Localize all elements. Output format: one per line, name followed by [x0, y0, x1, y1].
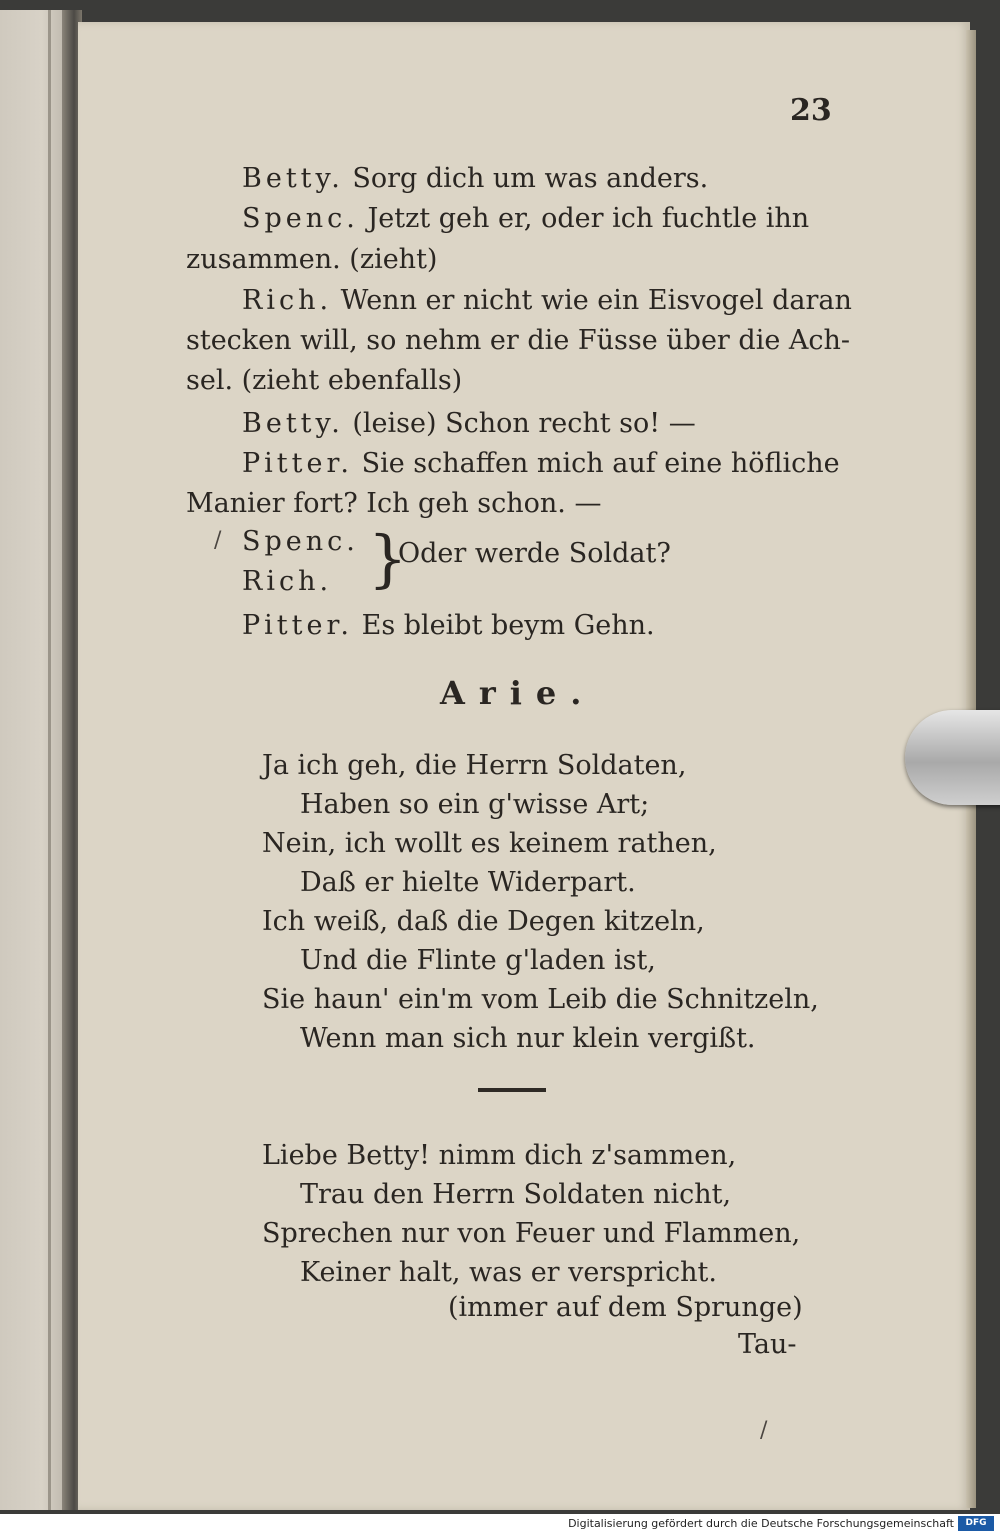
dialogue-text: Es bleibt beym Gehn. [361, 610, 655, 641]
dialogue-continuation: stecken will, so nehm er die Füsse über die Ach- [186, 325, 851, 356]
joint-speech: Oder werde Soldat? [398, 538, 671, 569]
dialogue-text: Sorg dich um was anders. [352, 163, 709, 194]
page-number: 23 [790, 93, 832, 128]
verse-line: Und die Flinte g'laden ist, [300, 945, 656, 976]
speaker-name: Betty. [242, 408, 344, 439]
speaker-name: Betty. [242, 163, 344, 194]
dialogue-line [242, 410, 696, 437]
catchword: Tau- [738, 1329, 797, 1360]
verse-line: Sie haun' ein'm vom Leib die Schnitzeln, [262, 984, 819, 1015]
section-separator [478, 1088, 546, 1092]
dialogue-line [242, 450, 840, 477]
speaker-name: Pitter. [242, 448, 354, 479]
funding-notice: Digitalisierung gefördert durch die Deutsche Forschungsgemeinschaft [568, 1517, 954, 1530]
pencil-mark: / [760, 1418, 768, 1443]
dialogue-continuation: zusammen. (zieht) [186, 244, 438, 275]
dialogue-line [242, 205, 809, 232]
speaker-name: Pitter. [242, 610, 354, 641]
digitization-footer [0, 1514, 1000, 1534]
dialogue-text: (leise) Schon recht so! — [352, 408, 696, 439]
verse-line: Nein, ich wollt es keinem rathen, [262, 828, 717, 859]
dialogue-line [242, 287, 852, 314]
dialogue-continuation: sel. (zieht ebenfalls) [186, 365, 463, 396]
dialogue-continuation: Manier fort? Ich geh schon. — [186, 488, 602, 519]
verse-line: Ja ich geh, die Herrn Soldaten, [262, 750, 687, 781]
dfg-logo: DFG [958, 1516, 994, 1531]
dialogue-text: Jetzt geh er, oder ich fuchtle ihn [367, 203, 810, 234]
verse-line: Sprechen nur von Feuer und Flammen, [262, 1218, 801, 1249]
dialogue-line [242, 165, 708, 192]
page-holder-clip [905, 710, 1000, 805]
verse-line: Wenn man sich nur klein vergißt. [300, 1023, 756, 1054]
dialogue-text: Wenn er nicht wie ein Eisvogel daran [340, 285, 852, 316]
previous-page-line [48, 10, 51, 1510]
joint-brace: } [368, 522, 408, 595]
speaker-name: Spenc. [242, 203, 359, 234]
previous-page-edge [0, 10, 70, 1510]
dialogue-text: Sie schaffen mich auf eine höfliche [361, 448, 840, 479]
dialogue-line [242, 612, 655, 639]
joint-speaker-2: Rich. [242, 566, 333, 597]
verse-line: Ich weiß, daß die Degen kitzeln, [262, 906, 705, 937]
joint-speaker-1: Spenc. [242, 526, 359, 557]
verse-line: Haben so ein g'wisse Art; [300, 789, 650, 820]
aria-heading: Arie. [440, 674, 596, 712]
speaker-name: Rich. [242, 285, 333, 316]
verse-line: Daß er hielte Widerpart. [300, 867, 636, 898]
stage-direction: (immer auf dem Sprunge) [448, 1292, 803, 1323]
verse-line: Liebe Betty! nimm dich z'sammen, [262, 1140, 737, 1171]
pencil-mark: / [214, 528, 222, 553]
verse-line: Trau den Herrn Soldaten nicht, [300, 1179, 732, 1210]
verse-line: Keiner halt, was er verspricht. [300, 1257, 717, 1288]
